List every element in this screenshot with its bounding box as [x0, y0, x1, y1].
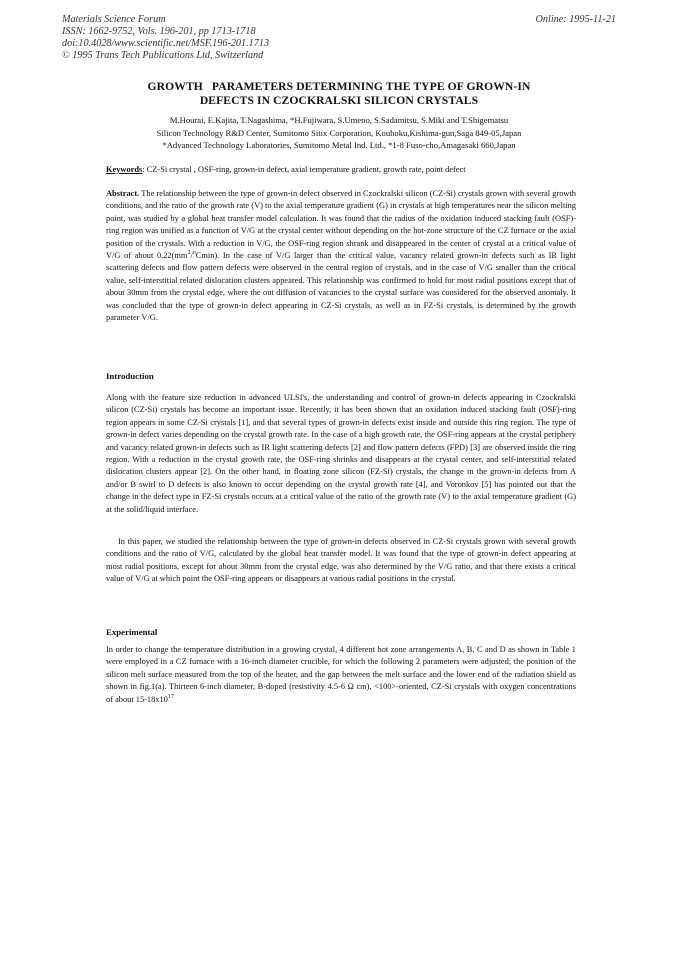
- introduction-paragraph-1: Along with the feature size reduction in advanced ULSI's, the understanding and control of grown-in defects appearing in Czockralski silicon (CZ-Si) crystals has become an important issue. Recently, it has been shown that an oxidation induced stacking fault (OSF)-ring region appears in some CZ-Si crystals [1], and that several types of grown-in defects exist inside and outside this ring region. The type of grown-in defect varies depending on the crystal growth rate. In the case of a high growth rate, the OSF-ring appears at the crystal periphery and vacancy related grown-in defects such as IR light scattering defects [2] and flow pattern defects (FPD) [3] are observed inside the ring region. With a reduction in the crystal growth rate, the OSF-ring shrinks and disappears at the crystal center, and self-interstitial related dislocation clusters appear [2]. On the other hand, in floating zone silicon (FZ-Si) crystals, the change in the grown-in defects from A and/or B swirl to D defects is also known to occur depending on the crystal growth rate [4], and Voronkov [5] has pointed out that the change in the defect type in FZ-Si crystals occurs at a critical value of the ratio of the growth rate (V) to the axial temperature gradient (G) at the solid/liquid interface.: [106, 393, 576, 514]
- affiliation-2: *Advanced Technology Laboratories, Sumitomo Metal Ind. Ltd., *1-8 Fuso-cho,Amagasaki 660,Japan: [162, 140, 516, 150]
- paper-title: [80, 80, 598, 108]
- introduction-heading: Introduction: [106, 371, 154, 381]
- journal-header: [62, 14, 616, 62]
- keywords-text: : CZ-Si crystal , OSF-ring, grown-in defect, axial temperature gradient, growth rate, point defect: [142, 165, 466, 174]
- abstract-text-b: /: [190, 251, 193, 261]
- affiliation-1: Silicon Technology R&D Center, Sumitomo Sitix Corporation, Kouhoku,Kishima-gun,Saga 849-05,Japan: [156, 127, 522, 138]
- keywords-label: Keywords: [106, 165, 143, 174]
- introduction-paragraph-2: In this paper, we studied the relationship between the type of grown-in defects observed in CZ-Si crystals grown with several growth conditions and the ratio of V/G, calculated by the global heat transfer model. It was found that the type of grown-in defect appearing at most radial positions, except for about 30mm from the crystal edge, was also determined by the V/G ratio, and that there exists a critical value of V/G at which point the OSF-ring appears or disappears at various radial positions in the crystal.: [106, 537, 576, 584]
- abstract-text-a: The relationship between the type of grown-in defect observed in Czockralski silicon (CZ-Si) crystals grown with several growth conditions, and the ratio of the growth rate (V) to the axial temperature gradient (G) in crystals at high temperatures near the silicon melting point, was studied by a global heat transfer model calculation. It was found that the radius of the oxidation induced stacking fault (OSF)-ring region was unified as a function of V/G at the crystal center without depending on the hot-zone structure of the CZ furnace or the axial position of the crystals. With a reduction in V/G, the OSF-ring region shrank and disappeared in the center of crystal at a critical value of V/G of about 0.22(mm: [106, 189, 576, 261]
- abstract-text-c: Cmin). In the case of V/G larger than the critical value, vacancy related grown-in defects such as IR light scattering defects and flow pattern defects were observed in the central region of crystals, and in the case of V/G smaller than the critical value, self-interstitial related dislocation clusters appeared. This relationship was confirmed to hold for most radial positions except that of about 30mm from the crystal edge, where the out diffusion of vacancies to the crystal surface was considered for the observed anomaly. It was concluded that the type of grown-in defect appearing in CZ-Si crystals, as well as in FZ-Si crystals, is determined by the growth parameter V/G.: [106, 251, 576, 323]
- journal-doi[interactable]: doi:10.4028/www.scientific.net/MSF.196-201.1713: [62, 38, 270, 49]
- abstract: [106, 188, 576, 351]
- online-date: Online: 1995-11-21: [535, 14, 616, 25]
- experimental-heading: Experimental: [106, 627, 158, 637]
- author-names: M.Hourai, E.Kajita, T.Nagashima, *H.Fujiwara, S.Umeno, S.Sadamitsu, S.Miki and T.Shigematsu: [169, 115, 509, 125]
- journal-copyright: © 1995 Trans Tech Publications Ltd, Switzerland: [62, 50, 264, 61]
- title-line-2: DEFECTS IN CZOCKRALSKI SILICON CRYSTALS: [199, 94, 479, 107]
- author-block: [70, 114, 608, 152]
- experimental-text: In order to change the temperature distribution in a growing crystal, 4 different hot zone arrangements A, B, C and D as shown in Table 1 were employed in a CZ furnace with a 16-inch diameter crucible, for which the following 2 parameters were adjusted; the position of the silicon melt surface measured from the top of the heater, and the gap between the melt surface and the lower end of the radiation shield as shown in fig.1(a). Thirteen 6-inch diameter, B-doped (resistivity 4.5-6 Ω cm), <100>-oriented, CZ-Si crystals with oxygen concentrations of about 15-18x10: [106, 645, 576, 704]
- abstract-sup-1: 2: [187, 250, 191, 257]
- keywords: [106, 164, 576, 175]
- journal-name: Materials Science Forum: [62, 14, 166, 25]
- abstract-label: Abstract.: [106, 189, 140, 198]
- experimental-paragraph: [106, 644, 576, 716]
- journal-issn: ISSN: 1662-9752, Vols. 196-201, pp 1713-1718: [62, 26, 256, 37]
- experimental-sup: 17: [167, 693, 174, 700]
- title-line-1: GROWTH PARAMETERS DETERMINING THE TYPE OF GROWN-IN: [147, 80, 531, 93]
- abstract-sup-2: o: [192, 250, 196, 257]
